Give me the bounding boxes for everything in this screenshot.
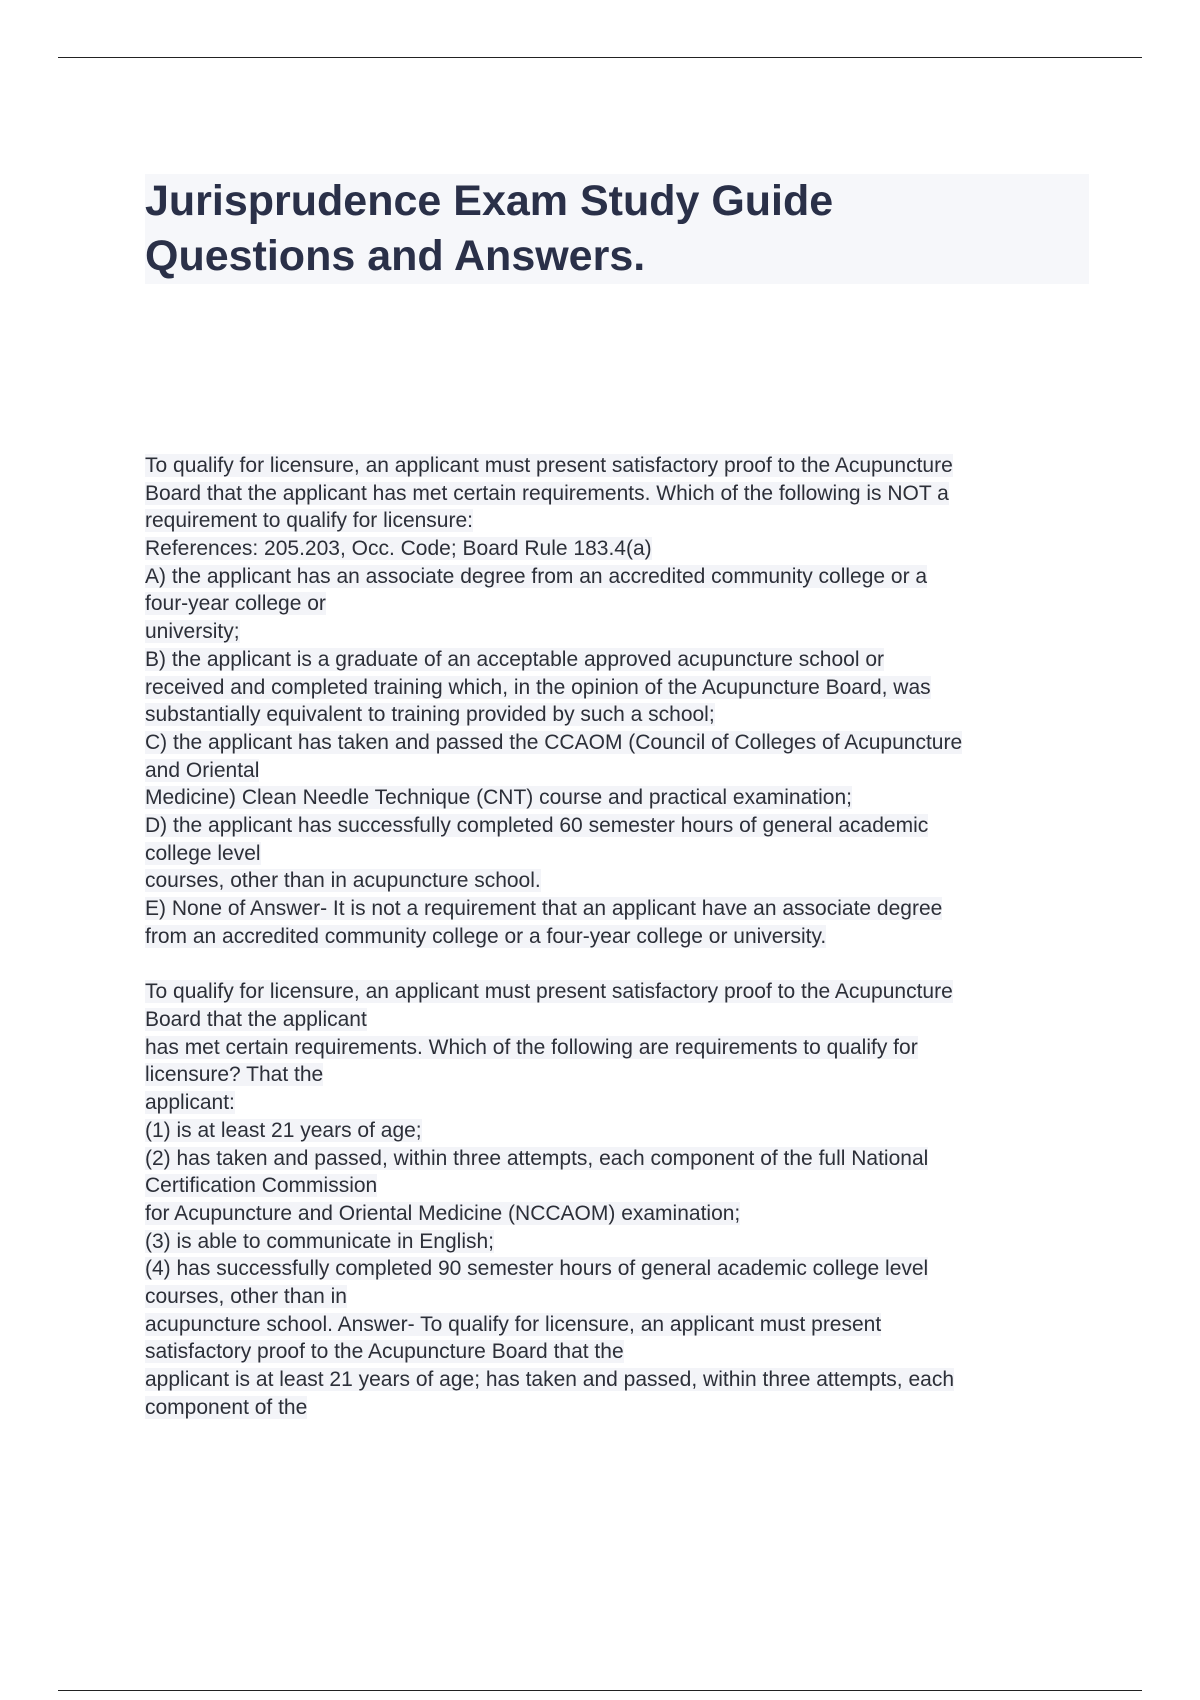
title-block — [145, 174, 1089, 284]
text-line-content: (4) has successfully completed 90 semester hours of general academic college level — [145, 1257, 929, 1281]
text-line — [145, 701, 1095, 729]
text-line — [145, 1394, 1095, 1422]
text-line-content: (3) is able to communicate in English; — [145, 1229, 494, 1253]
text-line-content: college level — [145, 841, 261, 865]
text-line-content: To qualify for licensure, an applicant must present satisfactory proof to the Acupuncture — [145, 454, 953, 477]
text-line-content: for Acupuncture and Oriental Medicine (NCCAOM) examination; — [145, 1201, 741, 1225]
page-title-line-1: Jurisprudence Exam Study Guide — [145, 177, 834, 225]
text-line-content: E) None of Answer- It is not a requirement that an applicant have an associate degree — [145, 897, 943, 920]
text-line-content: acupuncture school. Answer- To qualify for licensure, an applicant must present — [145, 1312, 882, 1336]
text-line — [145, 1255, 1095, 1283]
text-line — [145, 784, 1095, 812]
text-line-content: received and completed training which, in the opinion of the Acupuncture Board, was — [145, 675, 931, 699]
text-line-content: (2) has taken and passed, within three attempts, each component of the full National — [145, 1146, 929, 1170]
text-line — [145, 1172, 1095, 1200]
text-line-content: To qualify for licensure, an applicant must present satisfactory proof to the Acupuncture — [145, 980, 953, 1004]
text-line-content: licensure? That the — [145, 1063, 324, 1087]
text-line — [145, 1366, 1095, 1394]
text-line-content: (1) is at least 21 years of age; — [145, 1118, 422, 1142]
text-line-content: References: 205.203, Occ. Code; Board Rule 183.4(a) — [145, 537, 652, 561]
document-body — [145, 452, 1095, 1421]
text-line-content: Medicine) Clean Needle Technique (CNT) course and practical examination; — [145, 786, 852, 810]
text-line-content: D) the applicant has successfully completed 60 semester hours of general academic — [145, 813, 929, 837]
page-title-line-2: Questions and Answers. — [145, 232, 646, 280]
text-line — [145, 895, 1095, 923]
text-line-content: university; — [145, 620, 240, 644]
text-line — [145, 923, 1095, 951]
text-line — [145, 507, 1095, 535]
text-line-content: satisfactory proof to the Acupuncture Board that the — [145, 1340, 624, 1364]
text-line — [145, 452, 1095, 480]
paragraph-gap — [145, 950, 1095, 978]
text-line-content: from an accredited community college or a four-year college or university. — [145, 924, 827, 948]
text-line — [145, 1034, 1095, 1062]
text-line — [145, 480, 1095, 508]
bottom-divider — [58, 1690, 1142, 1691]
text-line — [145, 535, 1095, 563]
text-line — [145, 1089, 1095, 1117]
text-line — [145, 1006, 1095, 1034]
text-line — [145, 590, 1095, 618]
text-line — [145, 1283, 1095, 1311]
text-line-content: Certification Commission — [145, 1174, 378, 1198]
text-line-content: A) the applicant has an associate degree from an accredited community college or a — [145, 564, 928, 588]
text-line-content: applicant is at least 21 years of age; has taken and passed, within three attempts, each — [145, 1368, 954, 1391]
text-line — [145, 646, 1095, 674]
text-line-content: Board that the applicant — [145, 1008, 367, 1032]
text-line-content: applicant: — [145, 1091, 235, 1115]
text-line — [145, 563, 1095, 591]
text-line — [145, 674, 1095, 702]
text-line-content: and Oriental — [145, 758, 260, 782]
text-line — [145, 1228, 1095, 1256]
text-line — [145, 1061, 1095, 1089]
text-line-content: four-year college or — [145, 592, 326, 616]
text-line-content: substantially equivalent to training provided by such a school; — [145, 703, 715, 727]
question-2 — [145, 978, 1095, 1421]
text-line — [145, 729, 1095, 757]
text-line — [145, 618, 1095, 646]
text-line-content: Board that the applicant has met certain requirements. Which of the following is NOT a — [145, 481, 949, 505]
question-1 — [145, 452, 1095, 950]
text-line — [145, 1338, 1095, 1366]
text-line — [145, 1145, 1095, 1173]
text-line — [145, 1311, 1095, 1339]
text-line — [145, 867, 1095, 895]
text-line-content: courses, other than in acupuncture school. — [145, 869, 541, 893]
text-line — [145, 1117, 1095, 1145]
top-divider — [58, 57, 1142, 58]
text-line-content: requirement to qualify for licensure: — [145, 509, 473, 533]
text-line — [145, 978, 1095, 1006]
text-line-content: courses, other than in — [145, 1284, 347, 1308]
text-line — [145, 757, 1095, 785]
text-line-content: C) the applicant has taken and passed the CCAOM (Council of Colleges of Acupuncture — [145, 730, 963, 754]
text-line-content: B) the applicant is a graduate of an acceptable approved acupuncture school or — [145, 647, 884, 671]
text-line-content: has met certain requirements. Which of the following are requirements to qualify for — [145, 1035, 918, 1059]
text-line-content: component of the — [145, 1395, 308, 1419]
text-line — [145, 812, 1095, 840]
text-line — [145, 840, 1095, 868]
text-line — [145, 1200, 1095, 1228]
